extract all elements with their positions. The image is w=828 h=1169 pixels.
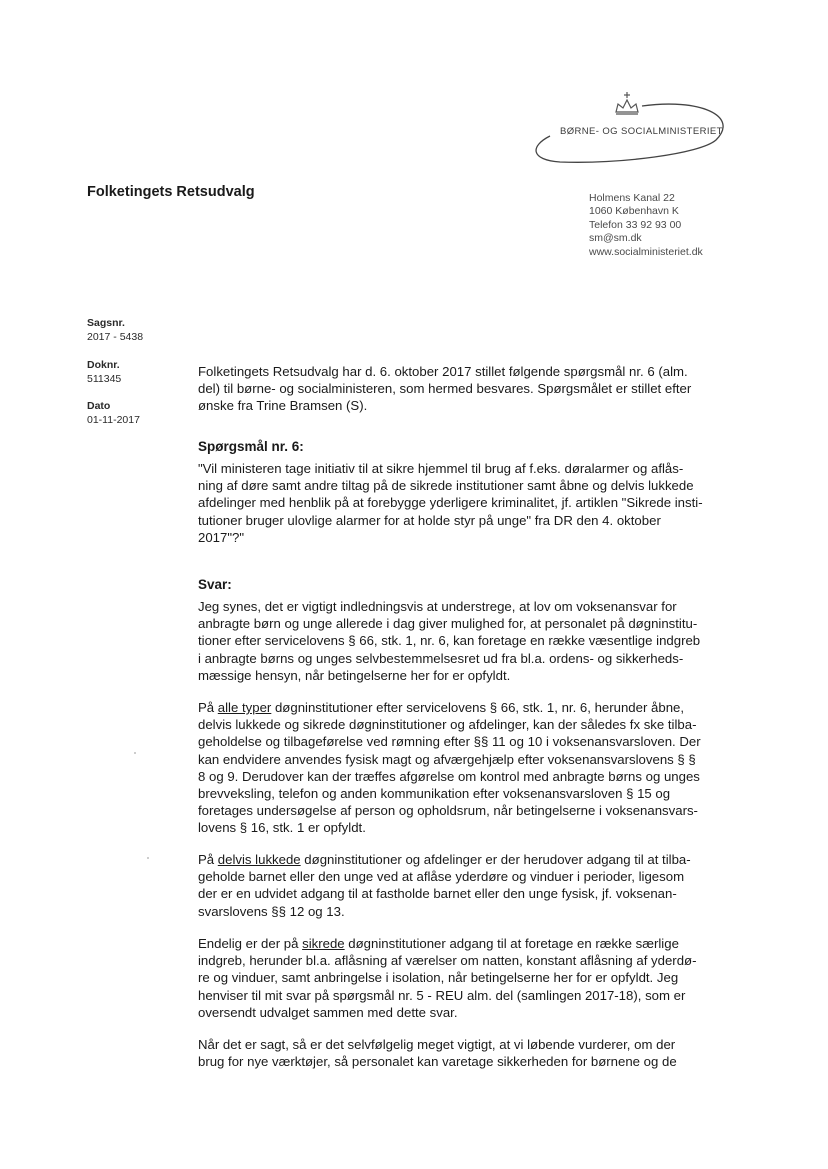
recipient-title: Folketingets Retsudvalg [87,184,255,200]
question-heading: Spørgsmål nr. 6: [198,439,304,454]
text-run: Endelig er der på [198,936,303,951]
intro-line: Folketingets Retsudvalg har d. 6. oktober 2017 stillet følgende spørgsmål nr. 6 (alm. [198,364,688,379]
doknr-value: 511345 [87,373,122,385]
answer-line: kan endvidere anvendes fysisk magt og afværgehjælp efter voksenansvarslovens § § [198,751,696,767]
sagsnr-label: Sagsnr. [87,317,125,329]
answer-line: mæssige hensyn, når betingelserne her for er opfyldt. [198,667,511,683]
ministry-logo [520,86,735,166]
question-line: tutioner bruger ulovlige alarmer for at holde styr på unge" fra DR den 4. oktober [198,512,661,528]
answer-line: geholdelse og tilbageførelse ved rømning efter §§ 11 og 10 i voksenansvarsloven. Der [198,734,701,750]
intro-line: del) til børne- og socialministeren, som hermed besvares. Spørgsmålet er stillet efter [198,381,692,397]
question-line: "Vil ministeren tage initiativ til at sikre hjemmel til brug af f.eks. døralarmer og aflås- [198,461,684,476]
address-city: 1060 København K [589,205,679,218]
answer-line: oversendt udvalget sammen med dette svar. [198,1004,458,1020]
answer-line: lovens § 16, stk. 1 er opfyldt. [198,820,366,836]
answer-line [198,935,718,952]
answer-line: foretages undersøgelse af person og opholdsrum, når betingelserne i voksenansvars- [198,803,698,819]
answer-paragraph-1 [198,598,718,684]
intro-line: ønske fra Trine Bramsen (S). [198,398,368,414]
dato-value: 01-11-2017 [87,414,140,426]
answer-line: brug for nye værktøjer, så personalet kan varetage sikkerheden for børnene og de [198,1054,677,1070]
answer-paragraph-5 [198,1036,718,1070]
answer-paragraph-3 [198,851,718,920]
doknr-label: Doknr. [87,359,120,371]
answer-line: delvis lukkede og sikrede døgninstitutioner og afdelinger, kan der således fx ske tilba- [198,717,697,733]
answer-line: henviser til mit svar på spørgsmål nr. 5 - REU alm. del (samlingen 2017-18), som er [198,987,686,1003]
question-line: afdelinger med henblik på at forebygge yderligere kriminalitet, jf. artiklen "Sikrede insti- [198,495,703,511]
answer-heading: Svar: [198,577,232,592]
scan-speck [134,752,136,754]
answer-paragraph-4 [198,935,718,1021]
answer-line: i anbragte børns og unges selvbestemmelsesret ud fra bl.a. ordens- og sikkerheds- [198,650,684,666]
underlined-term: alle typer [217,700,272,715]
address-website[interactable]: www.socialministeriet.dk [589,245,703,258]
address-email[interactable]: sm@sm.dk [589,232,642,245]
underlined-term: sikrede [302,936,345,951]
intro-paragraph [198,363,718,415]
answer-line: indgreb, herunder bl.a. aflåsning af værelser om natten, konstant aflåsning af yderdø- [198,953,697,969]
answer-line: re og vinduer, samt anbringelse i isolation, når betingelserne her for er opfyldt. Jeg [198,970,679,986]
answer-line: tioner efter servicelovens § 66, stk. 1, nr. 6, kan foretage en række væsentlige indgreb [198,633,701,649]
answer-line: anbragte børn og unge allerede i dag giver mulighed for, at personalet på døgninstitu- [198,616,698,632]
sagsnr-value: 2017 - 5438 [87,331,144,343]
answer-line: Når det er sagt, så er det selvfølgelig meget vigtigt, at vi løbende vurderer, om der [198,1037,676,1052]
question-text [198,460,718,546]
answer-line: brevveksling, telefon og anden kommunikation efter voksenansvarsloven § 15 og [198,786,671,802]
address-phone: Telefon 33 92 93 00 [589,218,682,231]
text-run: På [198,700,218,715]
underlined-term: delvis lukkede [217,852,301,867]
answer-paragraph-2 [198,699,718,837]
answer-line [198,851,718,868]
question-line: 2017"?" [198,529,245,545]
dato-label: Dato [87,400,111,412]
text-run: døgninstitutioner efter servicelovens § 66, stk. 1, nr. 6, herunder åbne, [271,700,685,715]
answer-line: svarslovens §§ 12 og 13. [198,903,345,919]
text-run: døgninstitutioner og afdelinger er der herudover adgang til at tilba- [300,852,691,867]
ministry-name: BØRNE- OG SOCIALMINISTERIET [560,126,723,137]
question-line: ning af døre samt andre tiltag på de sikrede institutioner samt åbne og delvis lukkede [198,478,694,494]
text-run: På [198,852,218,867]
address-street: Holmens Kanal 22 [589,192,675,204]
scan-speck [147,857,149,859]
answer-line: geholde barnet eller den unge ved at aflåse yderdøre og vinduer i perioder, ligesom [198,869,685,885]
answer-line: Jeg synes, det er vigtigt indledningsvis at understrege, at lov om voksenansvar for [198,599,677,614]
answer-line: der er en udvidet adgang til at fastholde barnet eller den unge fysisk, jf. voksenan- [198,886,677,902]
text-run: døgninstitutioner adgang til at foretage en række særlige [344,936,679,951]
ministry-address [589,192,703,259]
answer-line [198,699,718,716]
answer-line: 8 og 9. Derudover kan der træffes afgørelse om kontrol med anbragte børns og unges [198,768,700,784]
